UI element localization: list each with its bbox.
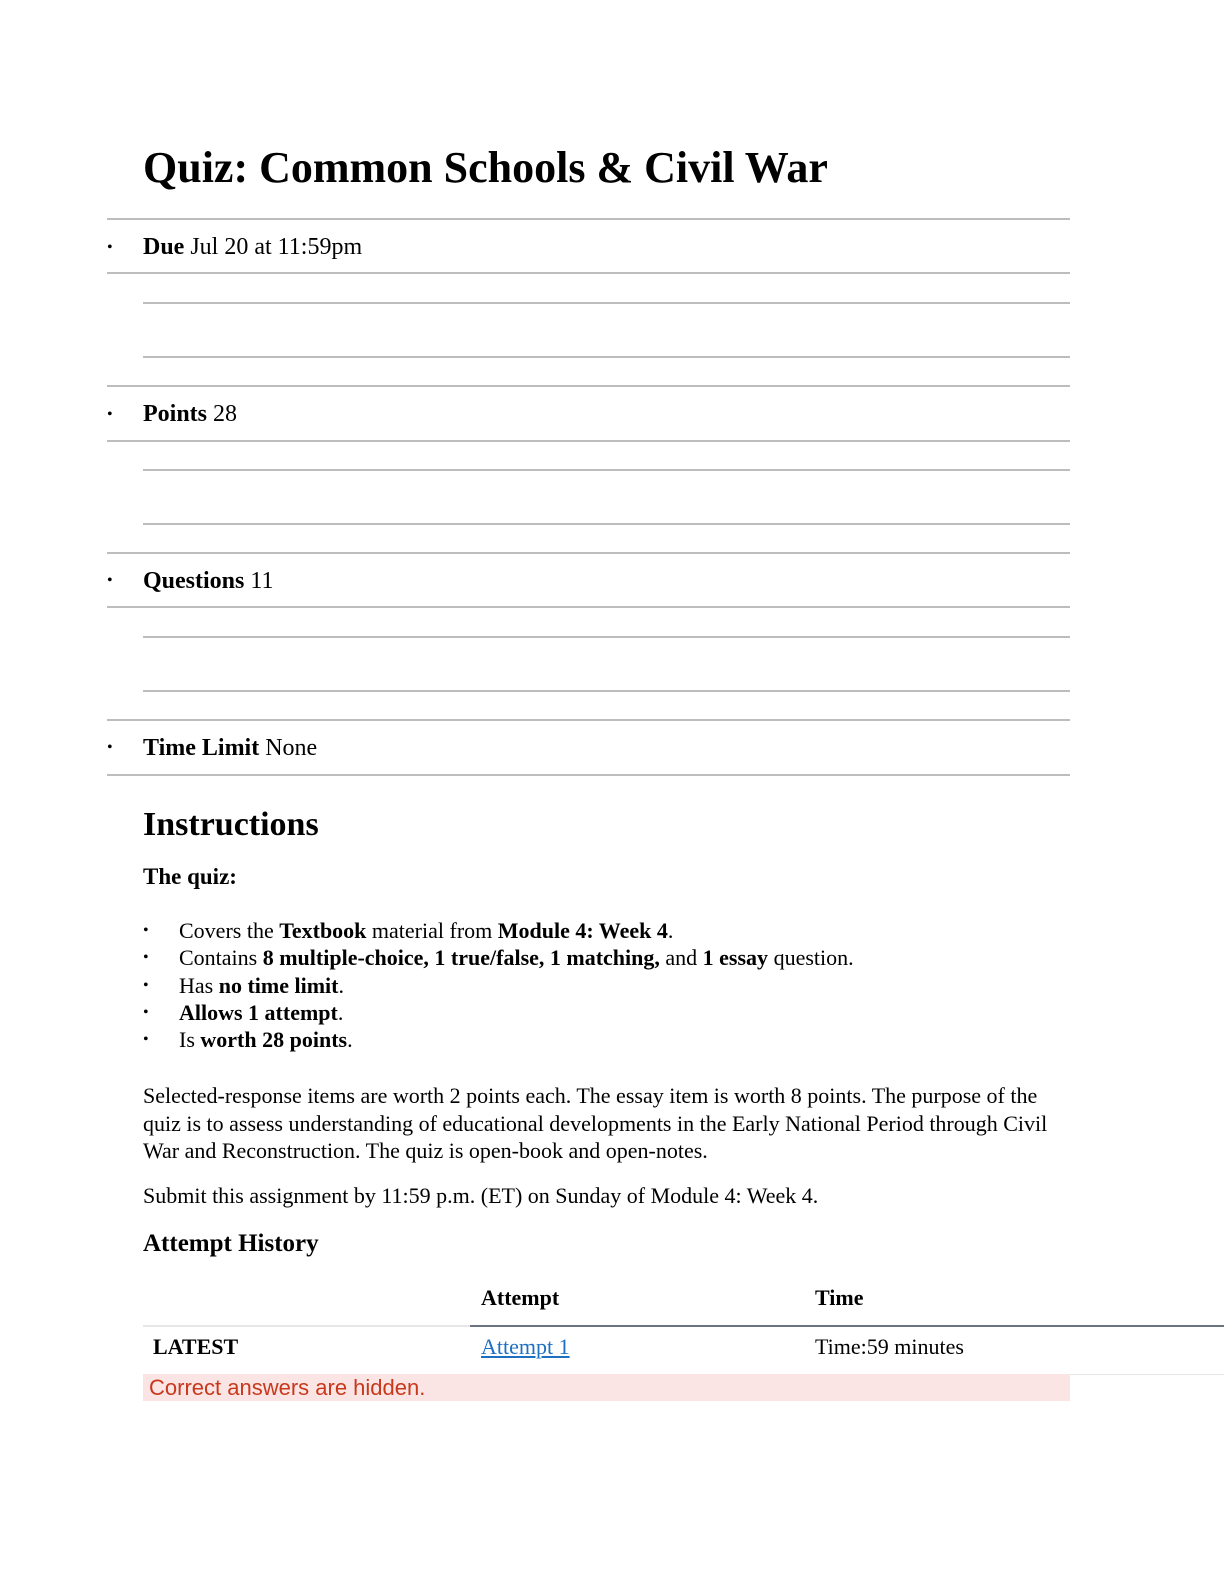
instructions-paragraph: Selected-response items are worth 2 points each. The essay item is worth 8 points. The purpose of the quiz is to assess understanding of educational developments in the Early National Period through Civil War and Reconstruction. The quiz is open-book and open-notes. [143, 1083, 1048, 1163]
column-header-attempt: Attempt [481, 1285, 560, 1310]
attempt-history-heading: Attempt History [143, 1230, 319, 1257]
item-text: . [337, 999, 344, 1025]
time-limit-label: Time Limit [143, 735, 260, 761]
page-title: Quiz: Common Schools & Civil War [143, 143, 828, 192]
divider [143, 636, 1070, 638]
item-bold: worth 28 points [200, 1027, 348, 1053]
item-text: Is [179, 1027, 201, 1053]
correct-answers-hidden-notice: Correct answers are hidden. [143, 1374, 1070, 1401]
divider [107, 440, 1070, 442]
bullet-icon: • [143, 976, 149, 994]
table-divider [143, 1325, 470, 1327]
item-text: . [347, 1027, 353, 1053]
bullet-icon: • [107, 406, 113, 423]
questions-row [143, 567, 273, 595]
item-bold: Textbook [279, 918, 367, 943]
divider [107, 774, 1070, 776]
list-item [143, 999, 854, 1026]
divider [107, 272, 1070, 274]
bullet-icon: • [143, 949, 149, 967]
instructions-list [143, 917, 854, 1053]
item-text: question. [768, 945, 854, 971]
submit-note: Submit this assignment by 11:59 p.m. (ET) on Sunday of Module 4: Week 4. [143, 1183, 819, 1208]
divider [107, 218, 1070, 220]
due-value: Jul 20 at 11:59pm [190, 234, 363, 260]
item-bold: Module 4: Week 4 [497, 918, 668, 943]
item-text: . [338, 972, 344, 998]
attempt-time: Time:59 minutes [815, 1334, 964, 1359]
attempt-1-link[interactable]: Attempt 1 [481, 1334, 570, 1359]
item-text: and [659, 945, 703, 971]
time-limit-row [143, 734, 317, 762]
bullet-icon: • [107, 239, 113, 256]
points-label: Points [143, 401, 208, 427]
divider [107, 552, 1070, 554]
time-limit-value: None [265, 735, 318, 761]
divider [143, 469, 1070, 471]
item-text: Contains [179, 945, 263, 971]
item-text: Covers the [179, 918, 280, 943]
points-value: 28 [213, 401, 238, 427]
item-text: . [667, 918, 674, 943]
table-row-divider [1070, 1374, 1224, 1375]
table-header-divider [470, 1325, 1224, 1327]
divider [107, 385, 1070, 387]
divider [143, 356, 1070, 358]
divider [107, 719, 1070, 721]
bullet-icon: • [143, 1031, 149, 1049]
list-item [143, 1026, 854, 1053]
divider [143, 523, 1070, 525]
list-item [143, 917, 854, 944]
divider [143, 302, 1070, 304]
item-bold: 8 multiple-choice, 1 true/false, 1 matching, [262, 945, 660, 971]
instructions-heading: Instructions [143, 806, 319, 843]
item-bold: 1 essay [702, 945, 769, 971]
divider [143, 690, 1070, 692]
questions-label: Questions [143, 568, 245, 594]
bullet-icon: • [143, 1003, 149, 1021]
item-text: material from [366, 918, 498, 943]
bullet-icon: • [143, 922, 149, 939]
list-item [143, 944, 854, 971]
questions-value: 11 [250, 568, 274, 594]
bullet-icon: • [107, 739, 113, 756]
item-bold: Allows 1 attempt [179, 999, 338, 1025]
points-row [143, 400, 237, 428]
list-item [143, 972, 854, 999]
latest-badge: LATEST [153, 1334, 239, 1359]
item-bold: no time limit [218, 972, 339, 998]
quiz-intro: The quiz: [143, 864, 237, 889]
due-row [143, 233, 362, 261]
due-label: Due [143, 234, 185, 260]
divider [107, 606, 1070, 608]
bullet-icon: • [107, 572, 113, 589]
item-text: Has [179, 972, 219, 998]
column-header-time: Time [815, 1285, 864, 1310]
